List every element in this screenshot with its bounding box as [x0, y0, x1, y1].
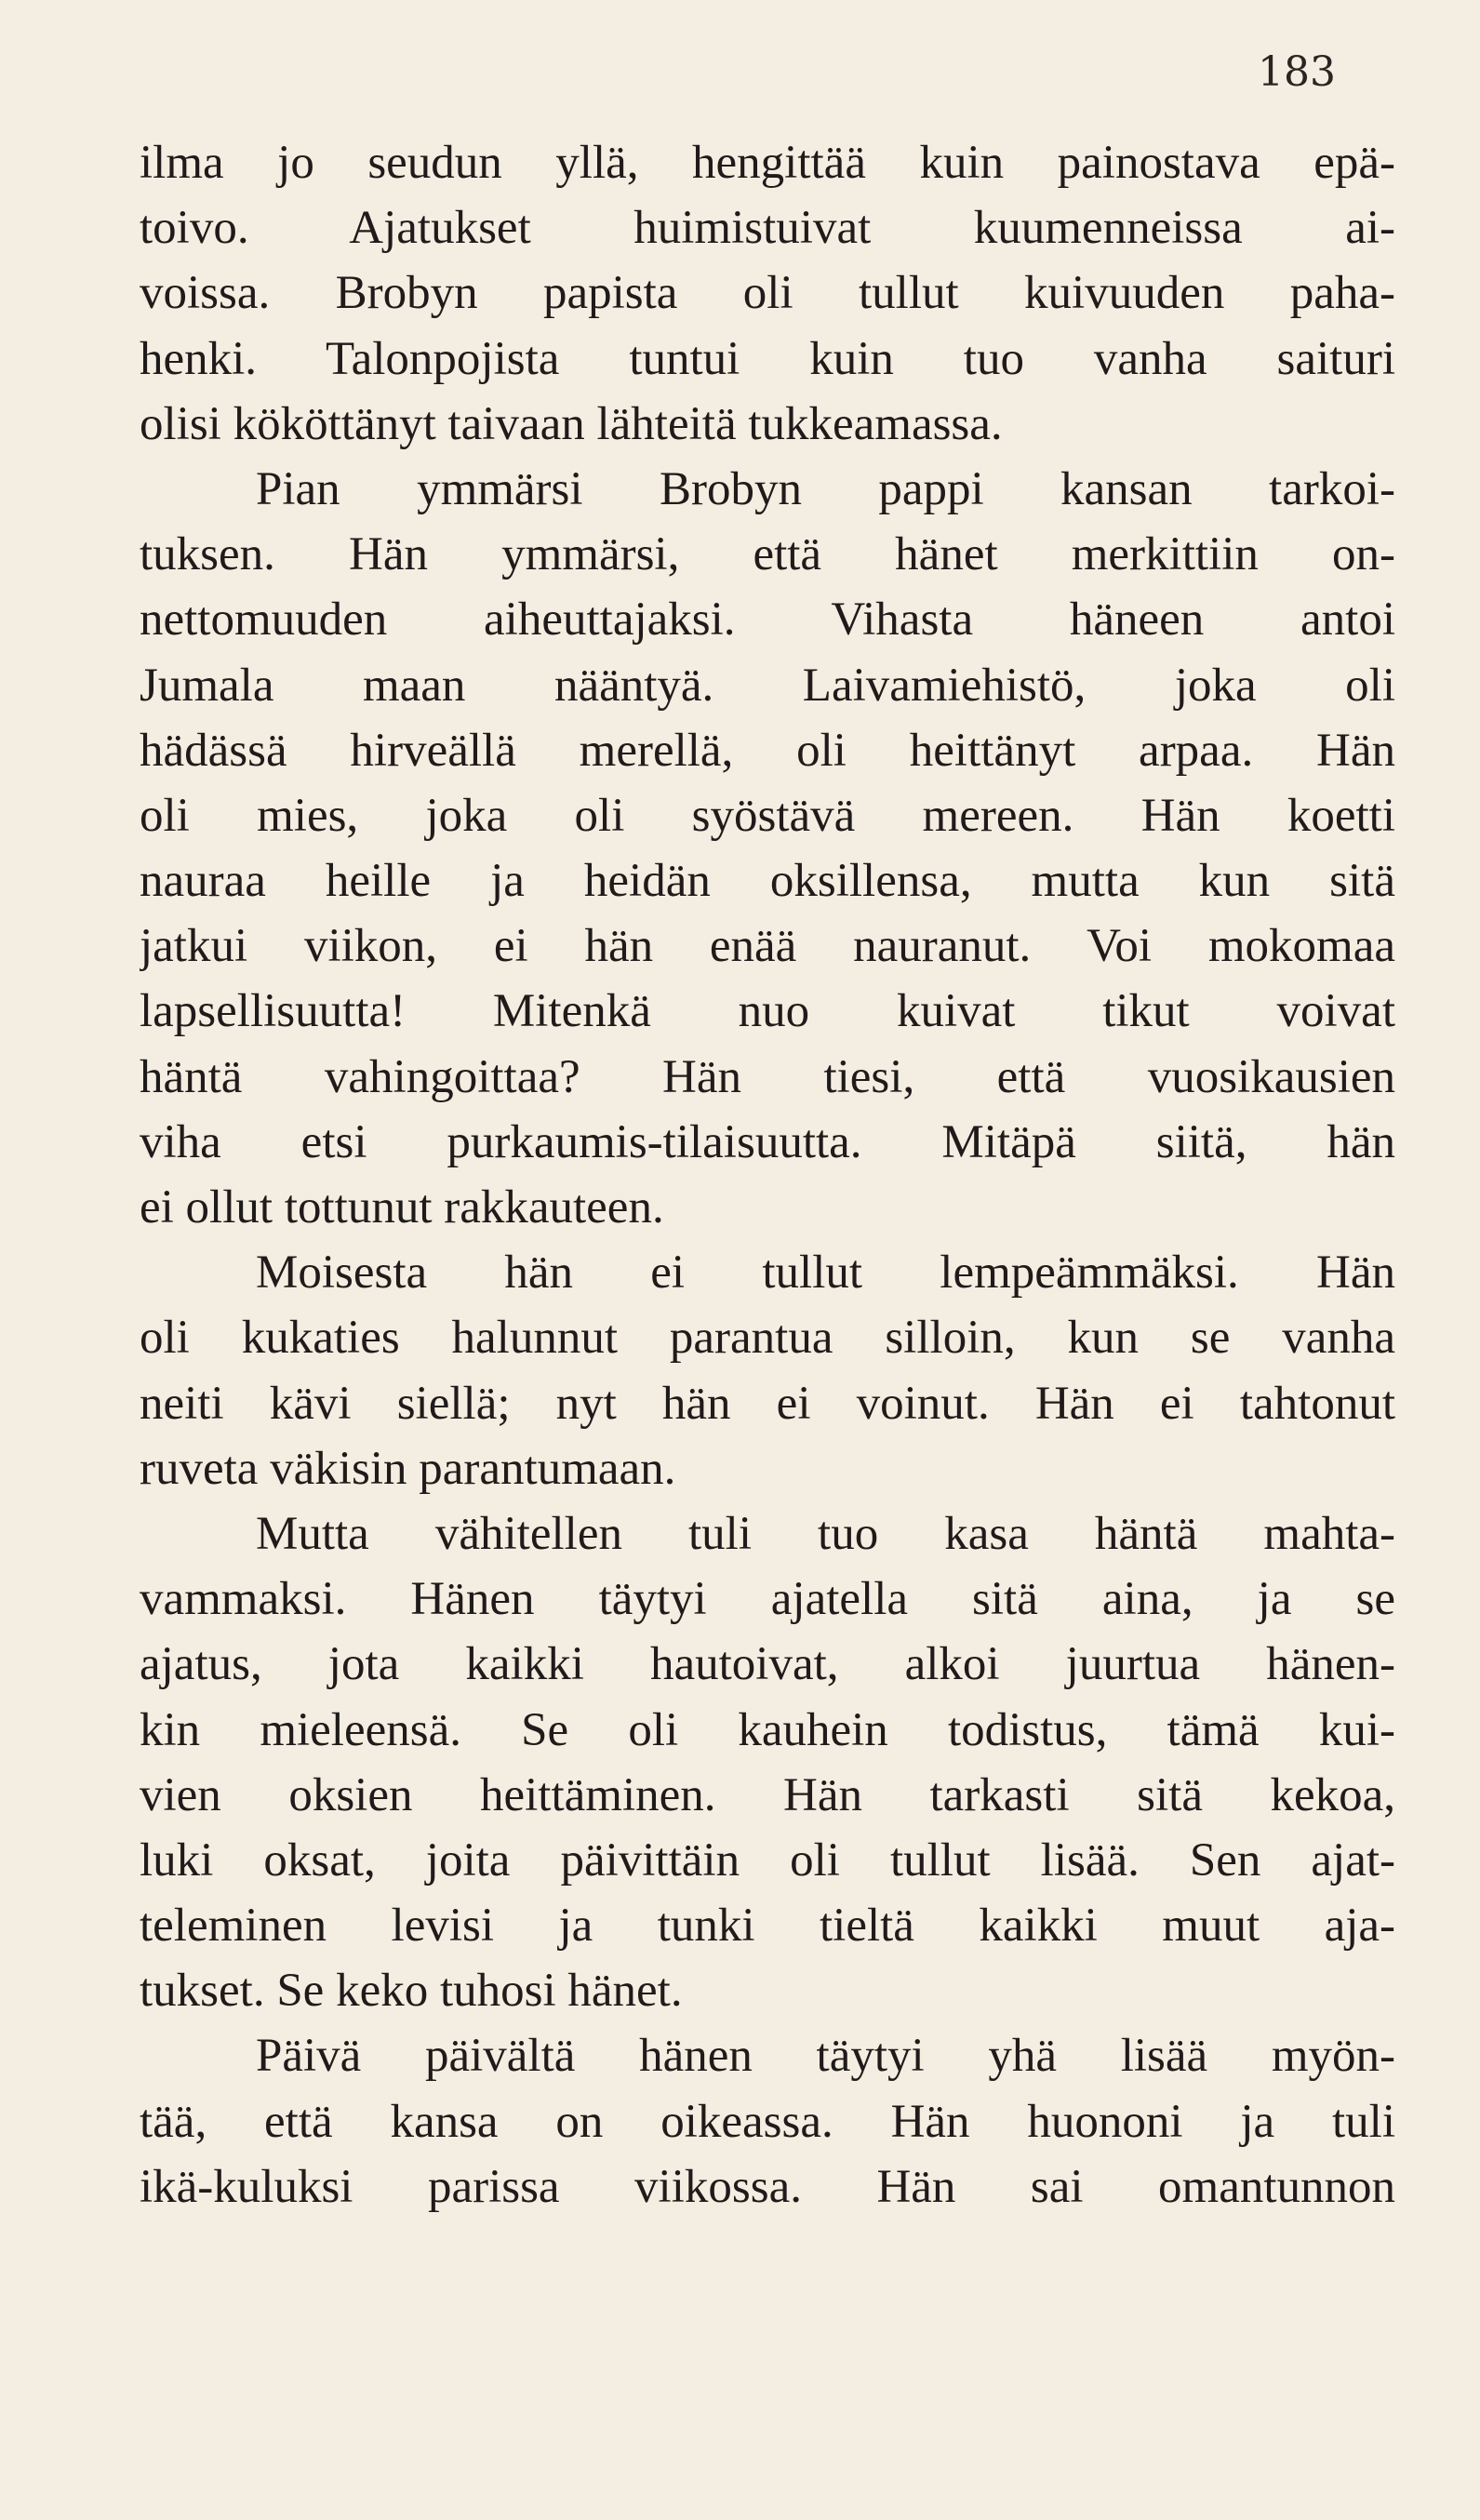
- text-line: henki. Talonpojista tuntui kuin tuo vanha saituri: [140, 332, 1395, 385]
- text-line: Päivä päivältä hänen täytyi yhä lisää myön-: [256, 2030, 1395, 2083]
- text-line: Jumala maan nääntyä. Laivamiehistö, joka oli: [140, 659, 1395, 712]
- text-line: voissa. Brobyn papista oli tullut kuivuuden paha-: [140, 267, 1395, 320]
- text-line: ei ollut tottunut rakkauteen.: [140, 1181, 664, 1233]
- text-line: oli kukaties halunnut parantua silloin, kun se vanha: [140, 1312, 1395, 1365]
- text-line: Pian ymmärsi Brobyn pappi kansan tarkoi-: [256, 462, 1395, 515]
- paragraph: [140, 1240, 1395, 1501]
- paragraph: [140, 457, 1395, 1240]
- text-line: oli mies, joka oli syöstävä mereen. Hän koetti: [140, 789, 1395, 842]
- text-line: tää, että kansa on oikeassa. Hän huononi ja tuli: [140, 2095, 1395, 2148]
- text-line: neiti kävi siellä; nyt hän ei voinut. Hän ei tahtonut: [140, 1377, 1395, 1430]
- text-line: Mutta vähitellen tuli tuo kasa häntä mahta-: [256, 1507, 1395, 1560]
- text-line: tuksen. Hän ymmärsi, että hänet merkittiin on-: [140, 528, 1395, 581]
- text-line: lapsellisuutta! Mitenkä nuo kuivat tikut voivat: [140, 985, 1395, 1038]
- text-line: nettomuuden aiheuttajaksi. Vihasta häneen antoi: [140, 593, 1395, 647]
- body-text: [140, 130, 1395, 2220]
- text-line: hädässä hirveällä merellä, oli heittänyt arpaa. Hän: [140, 724, 1395, 777]
- text-line: ruveta väkisin parantumaan.: [140, 1442, 676, 1495]
- paragraph: [140, 1501, 1395, 2024]
- text-line: ilma jo seudun yllä, hengittää kuin painostava epä-: [140, 137, 1395, 189]
- text-line: luki oksat, joita päivittäin oli tullut lisää. Sen ajat-: [140, 1833, 1395, 1887]
- text-line: tukset. Se keko tuhosi hänet.: [140, 1965, 683, 2018]
- text-line: kin mieleensä. Se oli kauhein todistus, tämä kui-: [140, 1703, 1395, 1756]
- text-line: vien oksien heittäminen. Hän tarkasti sitä kekoa,: [140, 1768, 1395, 1821]
- text-line: viha etsi purkaumis-tilaisuutta. Mitäpä siitä, hän: [140, 1115, 1395, 1168]
- page-number: 183: [1258, 48, 1336, 96]
- text-line: ikä-kuluksi parissa viikossa. Hän sai omantunnon: [140, 2160, 1395, 2213]
- paragraph: [140, 2023, 1395, 2220]
- text-line: teleminen levisi ja tunki tieltä kaikki muut aja-: [140, 1900, 1395, 1953]
- text-line: Moisesta hän ei tullut lempeämmäksi. Hän: [256, 1247, 1395, 1300]
- text-line: jatkui viikon, ei hän enää nauranut. Voi mokomaa: [140, 920, 1395, 973]
- text-line: olisi kököttänyt taivaan lähteitä tukkeamassa.: [140, 397, 1003, 450]
- text-line: ajatus, jota kaikki hautoivat, alkoi juurtua hänen-: [140, 1638, 1395, 1691]
- text-line: toivo. Ajatukset huimistuivat kuumenneissa ai-: [140, 202, 1395, 255]
- text-line: häntä vahingoittaa? Hän tiesi, että vuosikausien: [140, 1050, 1395, 1103]
- paragraph: [140, 130, 1395, 457]
- text-line: nauraa heille ja heidän oksillensa, mutta kun sitä: [140, 855, 1395, 908]
- text-line: vammaksi. Hänen täytyi ajatella sitä aina, ja se: [140, 1573, 1395, 1626]
